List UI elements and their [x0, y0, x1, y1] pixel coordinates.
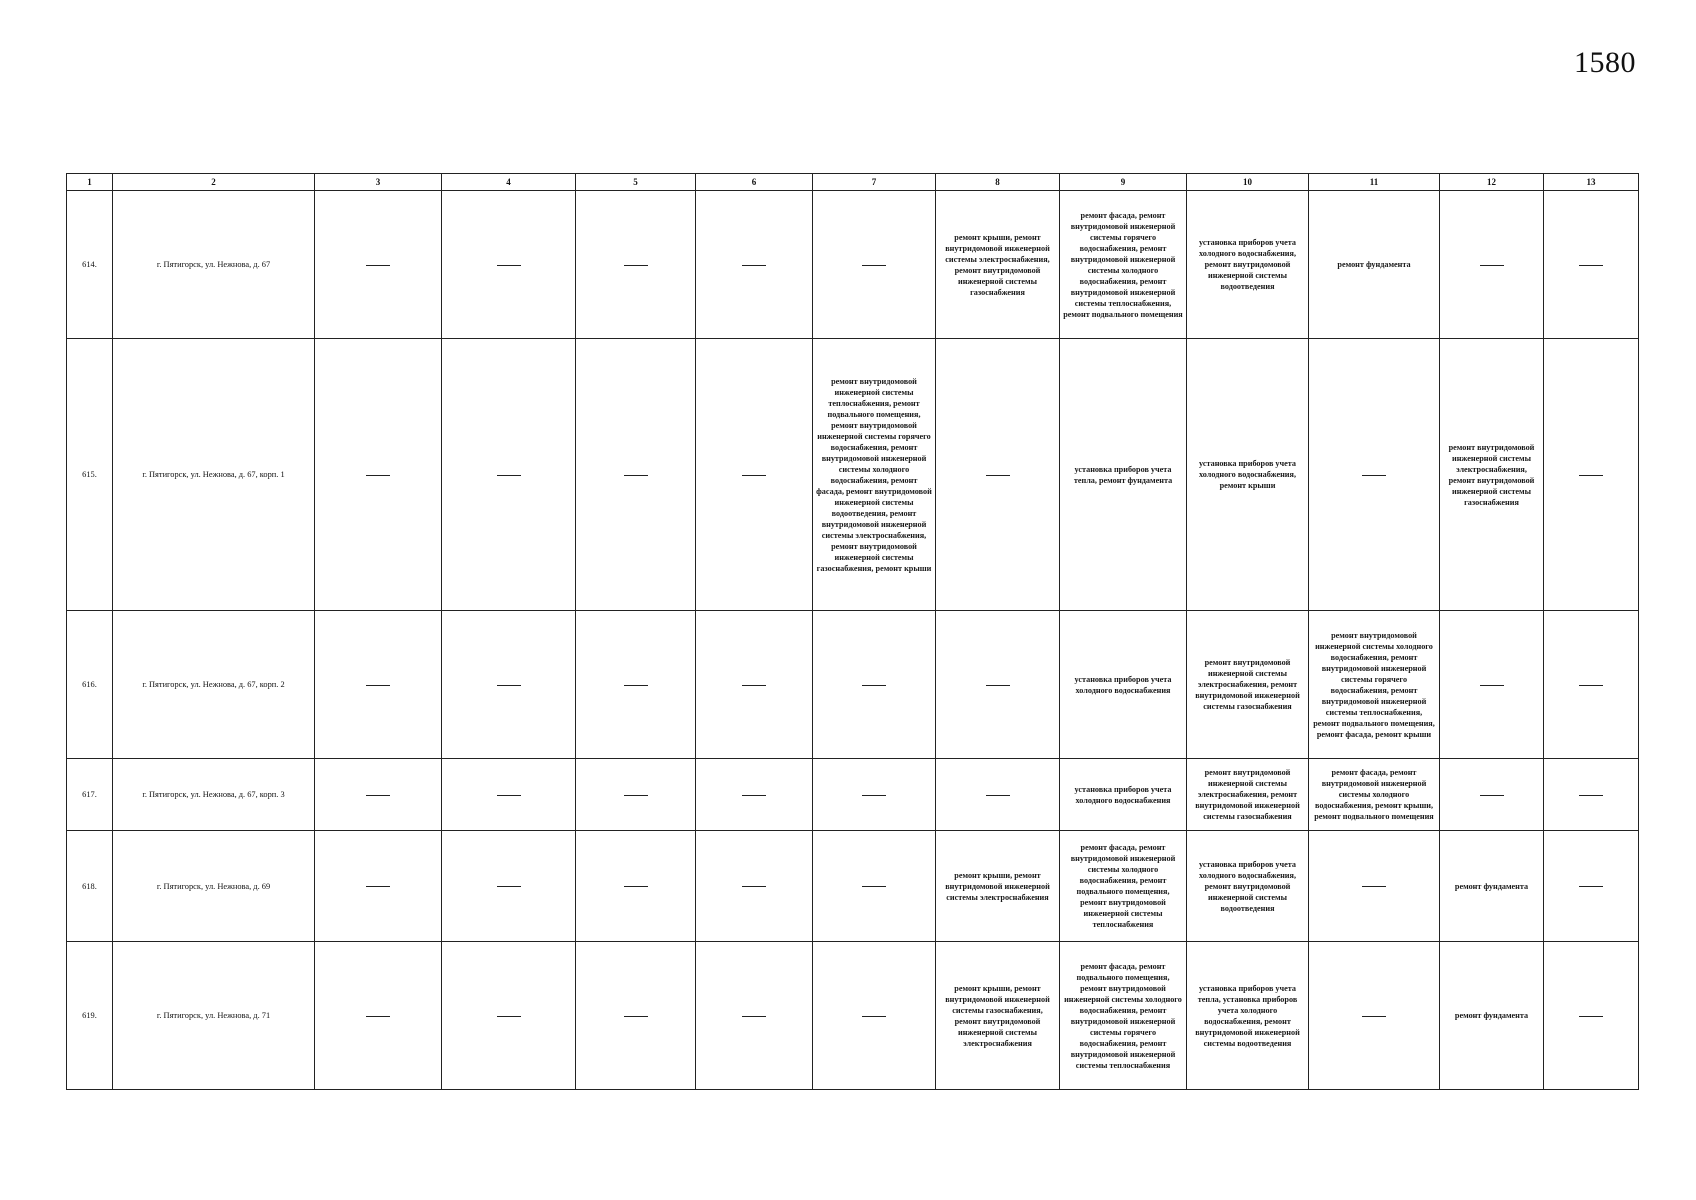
- column-number: 2: [113, 174, 315, 191]
- empty-cell: [1440, 191, 1544, 339]
- table-row: [67, 611, 1639, 759]
- column-number: 11: [1309, 174, 1440, 191]
- empty-cell: [1440, 759, 1544, 831]
- row-number: 616.: [67, 611, 113, 759]
- empty-cell: [696, 831, 813, 942]
- work-description: ремонт внутридомовой инженерной системы электроснабжения, ремонт внутридомовой инженерной системы газоснабжения: [1195, 768, 1300, 821]
- empty-cell: [442, 831, 576, 942]
- column-number: 4: [442, 174, 576, 191]
- dash-mark: [742, 1016, 766, 1017]
- dash-mark: [366, 475, 390, 476]
- dash-mark: [366, 265, 390, 266]
- work-description: ремонт крыши, ремонт внутридомовой инженерной системы газоснабжения, ремонт внутридомовой инженерной системы электроснабжения: [945, 983, 1050, 1048]
- table-row: [67, 942, 1639, 1090]
- table-row: [67, 339, 1639, 611]
- work-description: установка приборов учета холодного водоснабжения, ремонт внутридомовой инженерной системы водоотведения: [1199, 238, 1296, 291]
- empty-cell: [813, 759, 936, 831]
- empty-cell: [1544, 611, 1639, 759]
- work-description: установка приборов учета холодного водоснабжения: [1074, 784, 1172, 805]
- work-cell: [1187, 759, 1309, 831]
- work-description: ремонт крыши, ремонт внутридомовой инженерной системы электроснабжения, ремонт внутридомовой инженерной системы газоснабжения: [945, 232, 1050, 297]
- empty-cell: [576, 339, 696, 611]
- dash-mark: [742, 685, 766, 686]
- empty-cell: [1440, 611, 1544, 759]
- work-description: ремонт фасада, ремонт внутридомовой инженерной системы холодного водоснабжения, ремонт подвального помещения, ремонт внутридомовой инженерной системы теплоснабжения: [1070, 843, 1176, 929]
- column-number: 9: [1060, 174, 1187, 191]
- row-number: 618.: [67, 831, 113, 942]
- column-number: 13: [1544, 174, 1639, 191]
- capital-repair-table: [66, 173, 1639, 1090]
- row-number: 619.: [67, 942, 113, 1090]
- dash-mark: [742, 886, 766, 887]
- empty-cell: [315, 759, 442, 831]
- row-number: 617.: [67, 759, 113, 831]
- work-cell: [1309, 611, 1440, 759]
- empty-cell: [576, 759, 696, 831]
- work-description: ремонт внутридомовой инженерной системы электроснабжения, ремонт внутридомовой инженерной системы газоснабжения: [1448, 442, 1535, 507]
- work-cell: [1060, 831, 1187, 942]
- dash-mark: [1579, 475, 1603, 476]
- dash-mark: [366, 795, 390, 796]
- work-description: ремонт фасада, ремонт внутридомовой инженерной системы холодного водоснабжения, ремонт крыши, ремонт подвального помещения: [1314, 768, 1434, 821]
- work-cell: [1060, 611, 1187, 759]
- empty-cell: [315, 942, 442, 1090]
- empty-cell: [442, 942, 576, 1090]
- empty-cell: [315, 339, 442, 611]
- dash-mark: [862, 685, 886, 686]
- table-row: [67, 759, 1639, 831]
- column-number: 5: [576, 174, 696, 191]
- row-number: 615.: [67, 339, 113, 611]
- work-cell: [1440, 831, 1544, 942]
- work-cell: [936, 831, 1060, 942]
- dash-mark: [624, 795, 648, 796]
- work-cell: [1060, 191, 1187, 339]
- dash-mark: [624, 886, 648, 887]
- work-description: установка приборов учета холодного водоснабжения: [1074, 674, 1172, 695]
- work-cell: [1187, 831, 1309, 942]
- dash-mark: [862, 1016, 886, 1017]
- table-row: [67, 831, 1639, 942]
- dash-mark: [497, 795, 521, 796]
- empty-cell: [813, 191, 936, 339]
- empty-cell: [696, 339, 813, 611]
- address-cell: г. Пятигорск, ул. Нежнова, д. 67, корп. 3: [113, 759, 315, 831]
- empty-cell: [1544, 339, 1639, 611]
- dash-mark: [497, 886, 521, 887]
- work-cell: [1187, 611, 1309, 759]
- address-cell: г. Пятигорск, ул. Нежнова, д. 71: [113, 942, 315, 1090]
- work-description: ремонт фасада, ремонт внутридомовой инженерной системы горячего водоснабжения, ремонт внутридомовой инженерной системы холодного водоснабжения, ремонт внутридомовой инженерной системы теплоснабжения, ремонт подвального помещения: [1063, 210, 1183, 319]
- column-number: 1: [67, 174, 113, 191]
- empty-cell: [936, 339, 1060, 611]
- empty-cell: [1309, 942, 1440, 1090]
- empty-cell: [576, 611, 696, 759]
- work-cell: [1187, 942, 1309, 1090]
- table-row: [67, 191, 1639, 339]
- work-description: ремонт фасада, ремонт подвального помещения, ремонт внутридомовой инженерной системы холодного водоснабжения, ремонт внутридомовой инженерной системы горячего водоснабжения, ремонт внутридомовой инженерной системы теплоснабжения: [1064, 961, 1182, 1070]
- dash-mark: [862, 886, 886, 887]
- empty-cell: [442, 759, 576, 831]
- work-cell: [1440, 942, 1544, 1090]
- empty-cell: [1544, 831, 1639, 942]
- empty-cell: [1309, 339, 1440, 611]
- work-cell: [1309, 191, 1440, 339]
- dash-mark: [497, 475, 521, 476]
- empty-cell: [936, 759, 1060, 831]
- work-description: ремонт фундамента: [1337, 260, 1411, 269]
- empty-cell: [1309, 831, 1440, 942]
- column-number: 8: [936, 174, 1060, 191]
- address-cell: г. Пятигорск, ул. Нежнова, д. 67, корп. 1: [113, 339, 315, 611]
- column-number: 10: [1187, 174, 1309, 191]
- dash-mark: [742, 265, 766, 266]
- work-description: ремонт внутридомовой инженерной системы теплоснабжения, ремонт подвального помещения, ремонт внутридомовой инженерной системы горячего водоснабжения, ремонт внутридомовой инженерной системы холодного водоснабжения, ремонт фасада, ремонт внутридомовой инженерной системы водоотведения, ремонт внутридомовой инженерной системы электроснабжения, ремонт внутридомовой инженерной системы газоснабжения, ремонт крыши: [816, 376, 932, 573]
- empty-cell: [315, 191, 442, 339]
- work-description: ремонт фундамента: [1454, 881, 1529, 891]
- work-description: установка приборов учета холодного водоснабжения, ремонт крыши: [1199, 459, 1296, 490]
- dash-mark: [986, 475, 1010, 476]
- dash-mark: [624, 685, 648, 686]
- dash-mark: [1579, 685, 1603, 686]
- row-number: 614.: [67, 191, 113, 339]
- dash-mark: [1362, 475, 1386, 476]
- empty-cell: [813, 611, 936, 759]
- work-cell: [1187, 339, 1309, 611]
- dash-mark: [624, 265, 648, 266]
- work-cell: [936, 191, 1060, 339]
- empty-cell: [442, 191, 576, 339]
- work-description: ремонт крыши, ремонт внутридомовой инженерной системы электроснабжения: [945, 870, 1050, 902]
- work-description: установка приборов учета тепла, установка приборов учета холодного водоснабжения, ремонт внутридомовой инженерной системы водоотведения: [1195, 983, 1300, 1048]
- dash-mark: [1579, 886, 1603, 887]
- empty-cell: [936, 611, 1060, 759]
- work-cell: [936, 942, 1060, 1090]
- column-number: 12: [1440, 174, 1544, 191]
- dash-mark: [497, 265, 521, 266]
- dash-mark: [366, 1016, 390, 1017]
- empty-cell: [576, 831, 696, 942]
- dash-mark: [497, 1016, 521, 1017]
- dash-mark: [986, 685, 1010, 686]
- address-cell: г. Пятигорск, ул. Нежнова, д. 69: [113, 831, 315, 942]
- page-number: 1580: [1574, 46, 1636, 79]
- dash-mark: [1480, 265, 1504, 266]
- empty-cell: [696, 942, 813, 1090]
- column-number: 3: [315, 174, 442, 191]
- work-cell: [813, 339, 936, 611]
- dash-mark: [742, 475, 766, 476]
- empty-cell: [1544, 191, 1639, 339]
- work-description: установка приборов учета тепла, ремонт фундамента: [1073, 464, 1173, 485]
- empty-cell: [696, 611, 813, 759]
- empty-cell: [1544, 759, 1639, 831]
- work-description: ремонт фундамента: [1454, 1011, 1529, 1020]
- column-number-row: [67, 174, 1639, 191]
- dash-mark: [862, 795, 886, 796]
- empty-cell: [813, 942, 936, 1090]
- empty-cell: [315, 831, 442, 942]
- work-description: ремонт внутридомовой инженерной системы электроснабжения, ремонт внутридомовой инженерной системы газоснабжения: [1195, 658, 1300, 711]
- work-cell: [1440, 339, 1544, 611]
- empty-cell: [696, 191, 813, 339]
- empty-cell: [813, 831, 936, 942]
- empty-cell: [442, 611, 576, 759]
- column-number: 6: [696, 174, 813, 191]
- dash-mark: [1579, 795, 1603, 796]
- dash-mark: [366, 685, 390, 686]
- empty-cell: [576, 191, 696, 339]
- work-description: ремонт внутридомовой инженерной системы холодного водоснабжения, ремонт внутридомовой инженерной системы горячего водоснабжения, ремонт внутридомовой инженерной системы теплоснабжения, ремонт подвального помещения, ремонт фасада, ремонт крыши: [1313, 630, 1435, 739]
- address-cell: г. Пятигорск, ул. Нежнова, д. 67, корп. 2: [113, 611, 315, 759]
- dash-mark: [742, 795, 766, 796]
- work-cell: [1060, 942, 1187, 1090]
- dash-mark: [1480, 795, 1504, 796]
- address-cell: г. Пятигорск, ул. Нежнова, д. 67: [113, 191, 315, 339]
- dash-mark: [624, 1016, 648, 1017]
- work-cell: [1060, 339, 1187, 611]
- work-cell: [1060, 759, 1187, 831]
- empty-cell: [315, 611, 442, 759]
- dash-mark: [1362, 886, 1386, 887]
- dash-mark: [1579, 265, 1603, 266]
- dash-mark: [1362, 1016, 1386, 1017]
- empty-cell: [696, 759, 813, 831]
- column-number: 7: [813, 174, 936, 191]
- dash-mark: [497, 685, 521, 686]
- dash-mark: [1480, 685, 1504, 686]
- dash-mark: [986, 795, 1010, 796]
- empty-cell: [576, 942, 696, 1090]
- dash-mark: [862, 265, 886, 266]
- work-description: установка приборов учета холодного водоснабжения, ремонт внутридомовой инженерной системы водоотведения: [1199, 859, 1296, 913]
- work-cell: [1187, 191, 1309, 339]
- dash-mark: [624, 475, 648, 476]
- work-cell: [1309, 759, 1440, 831]
- dash-mark: [1579, 1016, 1603, 1017]
- dash-mark: [366, 886, 390, 887]
- empty-cell: [1544, 942, 1639, 1090]
- empty-cell: [442, 339, 576, 611]
